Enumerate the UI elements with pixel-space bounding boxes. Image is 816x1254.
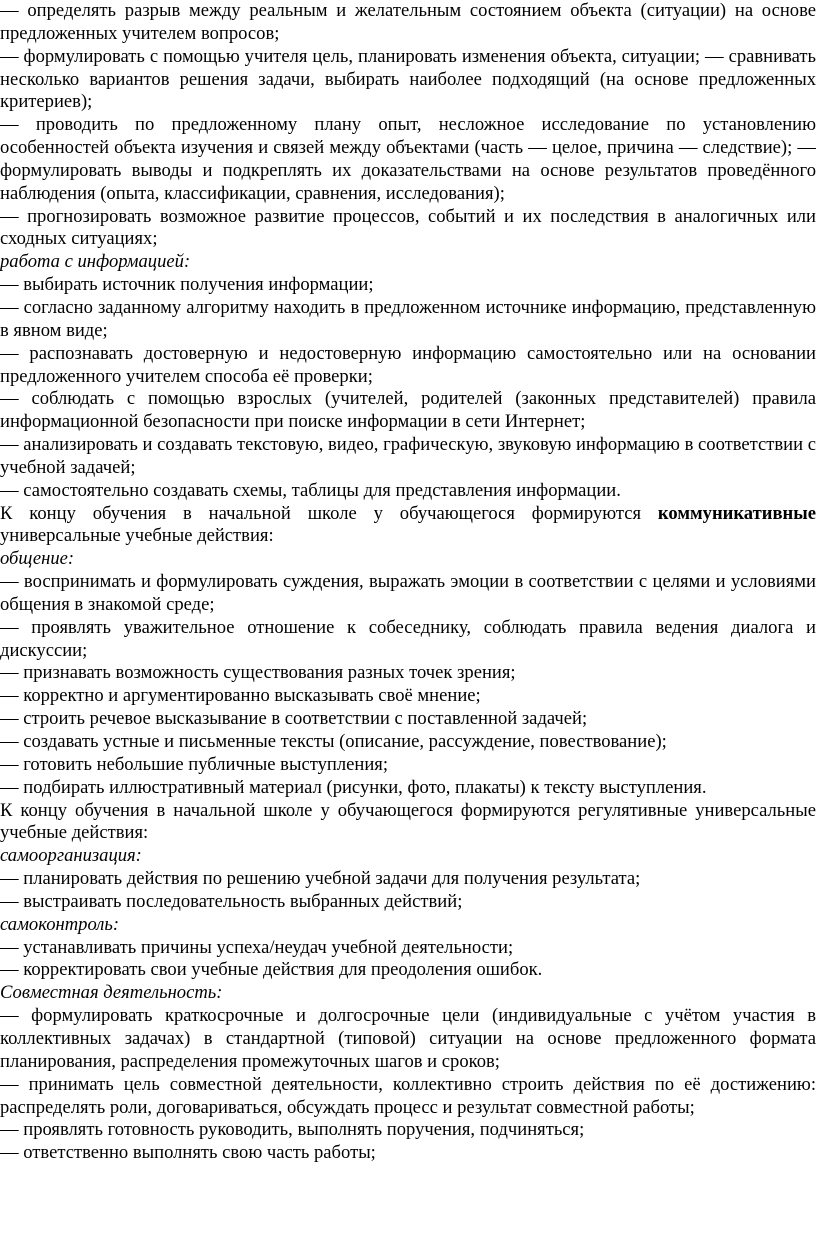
section-heading: работа с информацией: bbox=[0, 251, 191, 273]
list-item: — планировать действия по решению учебной задачи для получения результата; bbox=[0, 868, 641, 890]
lead-paragraph bbox=[0, 503, 816, 549]
lead-text-before: К концу обучения в начальной школе у обучающегося формируются bbox=[0, 502, 658, 524]
list-item: — распознавать достоверную и недостоверную информацию самостоятельно или на основании предложенного учителем способа её проверки; bbox=[0, 342, 816, 387]
list-item: — проводить по предложенному плану опыт, несложное исследование по установлению особенностей объекта изучения и связей между объектами (часть — целое, причина — следствие); — формулировать выводы и подкреплять их доказательствами на основе результатов проведённого наблюдения (опыта, классификации, сравнения, исследования); bbox=[0, 114, 816, 204]
list-item: — формулировать краткосрочные и долгосрочные цели (индивидуальные с учётом участия в коллективных задачах) в стандартной (типовой) ситуации на основе предложенного формата планирования, распределения промежуточных шагов и сроков; bbox=[0, 1005, 816, 1072]
list-item: — проявлять готовность руководить, выполнять поручения, подчиняться; bbox=[0, 1119, 585, 1141]
list-item: — воспринимать и формулировать суждения, выражать эмоции в соответствии с целями и условиями общения в знакомой среде; bbox=[0, 571, 816, 615]
list-item: — подбирать иллюстративный материал (рисунки, фото, плакаты) к тексту выступления. bbox=[0, 776, 707, 798]
list-item: — готовить небольшие публичные выступления; bbox=[0, 753, 388, 775]
section-heading: общение: bbox=[0, 548, 75, 570]
list-item: — выстраивать последовательность выбранных действий; bbox=[0, 890, 463, 912]
section-heading: Совместная деятельность: bbox=[0, 982, 223, 1004]
section-heading: самоконтроль: bbox=[0, 913, 120, 935]
list-item: — прогнозировать возможное развитие процессов, событий и их последствия в аналогичных или сходных ситуациях; bbox=[0, 205, 816, 250]
list-item: — выбирать источник получения информации; bbox=[0, 274, 374, 296]
list-item: — формулировать с помощью учителя цель, планировать изменения объекта, ситуации; — сравнивать несколько вариантов решения задачи, выбирать наиболее подходящий (на основе предложенных критериев); bbox=[0, 45, 816, 113]
list-item: — проявлять уважительное отношение к собеседнику, соблюдать правила ведения диалога и дискуссии; bbox=[0, 616, 816, 661]
list-item: — анализировать и создавать текстовую, видео, графическую, звуковую информацию в соответствии с учебной задачей; bbox=[0, 434, 816, 478]
list-item: — соблюдать с помощью взрослых (учителей, родителей (законных представителей) правила информационной безопасности при поиске информации в сети Интернет; bbox=[0, 388, 816, 433]
lead-text-after: универсальные учебные действия: bbox=[0, 525, 274, 547]
lead-text-bold: коммуникативные bbox=[657, 502, 816, 524]
list-item: — корректировать свои учебные действия для преодоления ошибок. bbox=[0, 959, 543, 981]
list-item: — принимать цель совместной деятельности, коллективно строить действия по её достижению: распределять роли, договариваться, обсуждать процесс и результат совместной работы; bbox=[0, 1073, 816, 1118]
list-item: — согласно заданному алгоритму находить в предложенном источнике информацию, представленную в явном виде; bbox=[0, 296, 816, 341]
list-item: — ответственно выполнять свою часть работы; bbox=[0, 1142, 376, 1164]
list-item: — корректно и аргументированно высказывать своё мнение; bbox=[0, 685, 481, 707]
list-item: — самостоятельно создавать схемы, таблицы для представления информации. bbox=[0, 479, 621, 501]
list-item: — создавать устные и письменные тексты (описание, рассуждение, повествование); bbox=[0, 731, 667, 752]
list-item: — устанавливать причины успеха/неудач учебной деятельности; bbox=[0, 936, 514, 958]
list-item: — строить речевое высказывание в соответствии с поставленной задачей; bbox=[0, 708, 588, 730]
section-heading: самоорганизация: bbox=[0, 845, 142, 867]
lead-paragraph: К концу обучения в начальной школе у обучающегося формируются регулятивные универсальные учебные действия: bbox=[0, 799, 816, 844]
list-item: — определять разрыв между реальным и желательным состоянием объекта (ситуации) на основе предложенных учителем вопросов; bbox=[0, 0, 816, 44]
list-item: — признавать возможность существования разных точек зрения; bbox=[0, 662, 516, 684]
